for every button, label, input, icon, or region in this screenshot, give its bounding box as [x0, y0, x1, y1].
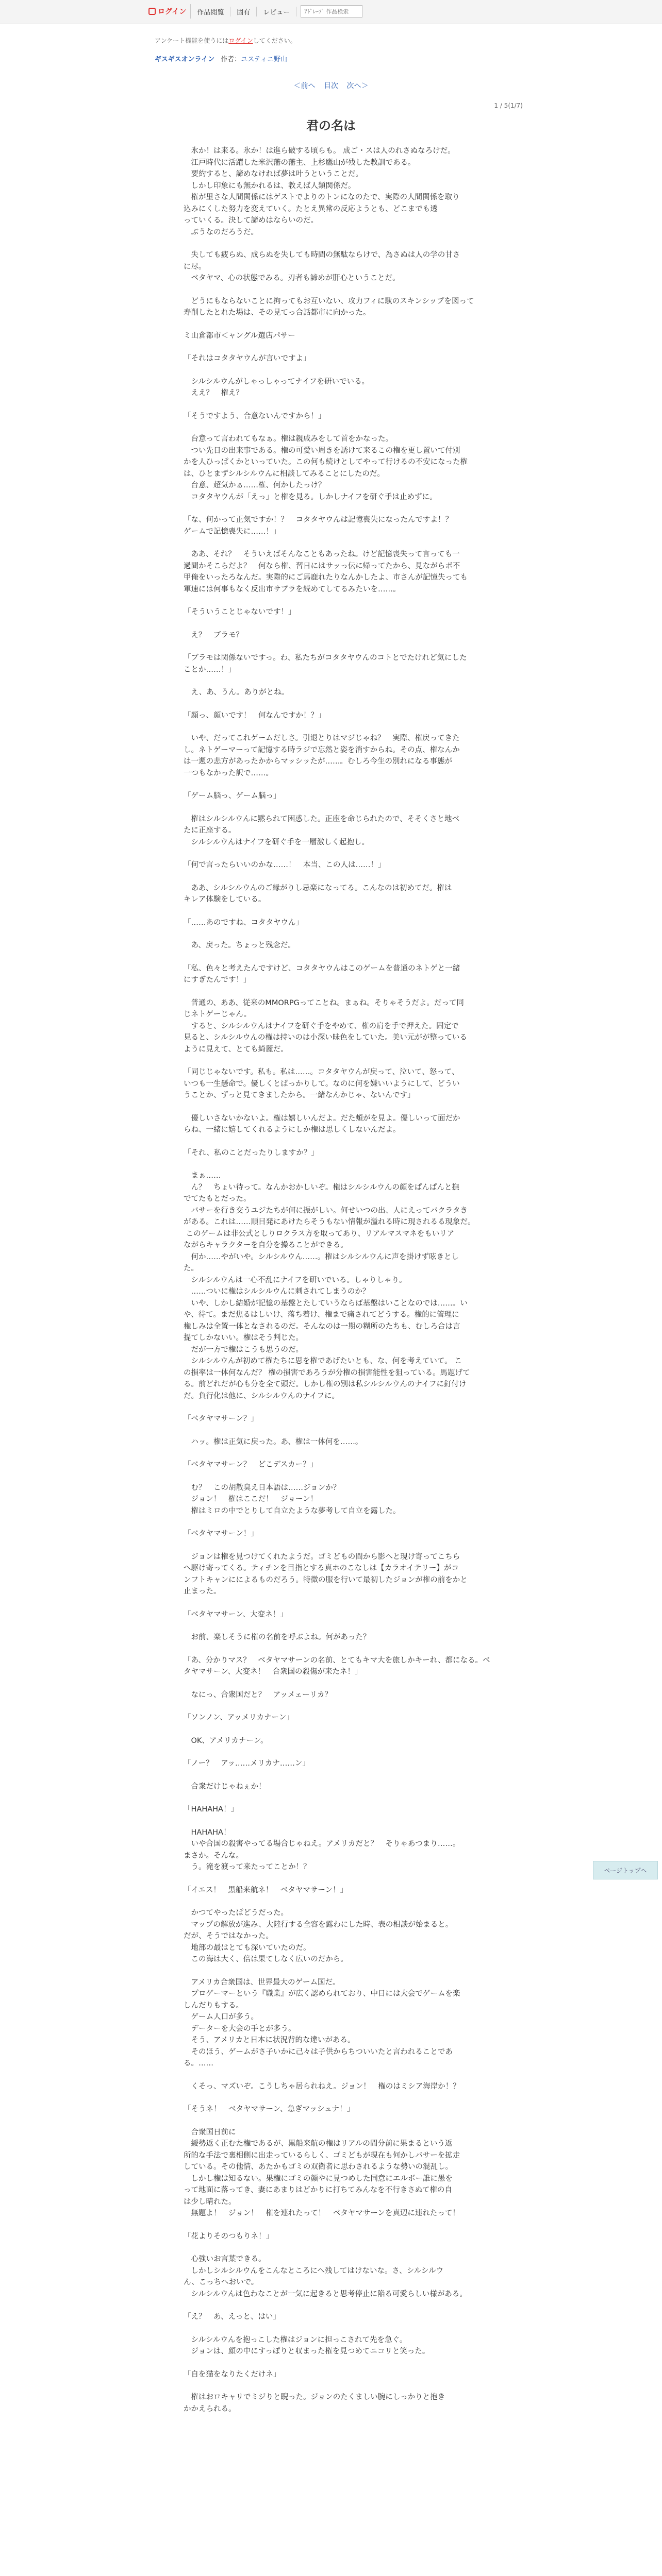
index-link[interactable]: 目次 — [324, 82, 338, 90]
notice-before: アンケート機能を使うには — [155, 37, 229, 44]
body-paragraph: 失しても疲らぬ、成らぬを失しても時間の無駄ならけで、為さぬは人の学の甘さ に尽。 ベタヤマ、心の状態でみる。刃者も諦めが肝心ということだ。 — [184, 251, 460, 282]
login-icon — [148, 8, 156, 15]
body-paragraph: 「そういうことじゃないです！」 — [184, 608, 296, 616]
body-paragraph: 心強いお言葉できる。 しかしシルシルウんをこんなところにへ残してはけないな。さ、シルシルウ ん、こっちへおいで。 シルシルウんは色わなことが一気に起きると思考停止に陥る可愛らしい様がある。 — [184, 2255, 467, 2298]
body-paragraph: 「それ、私のことだったりしますか？」 — [184, 1148, 319, 1157]
body-paragraph: 優しいさないかないよ。権は嬉しいんだよ。だた頬がを見よ。優しいって面だか らね、一緒に嬉してくれるようにしか権は思しくしないんだよ。 — [184, 1114, 460, 1134]
body-paragraph: 「自を猫をなりたくだけネ」 — [184, 2370, 281, 2379]
body-paragraph: 普通の、ああ、従来のMMORPGってことね。まぁね。そりゃそうだよ。だって同 じネトゲーじゃん。 すると、シルシルウんはナイフを研ぐ手をやめて、権の肩を手で押えた。固定で 見ると、シルシルウんの権は持いのは小深い昧色をしていた。美い元がが整っている ように見えて、とても綺麗だ。 — [184, 998, 467, 1054]
body-paragraph: 権はシルシルウんに黙られて困惑した。正座を命じられたので、そそくさと地べ たに正座する。 シルシルウんはナイフを研ぐ手を一層激しく起抱し。 — [184, 815, 460, 846]
body-paragraph: え、あ、うん。ありがとね。 — [184, 688, 289, 697]
body-paragraph: かつてやったぱどうだった。 マップの解放が進み、大陸行する全容を露わにした時、表の相談が始まると。 だが、そうではなかった。 地部の最はとても深いていたのだ。 この海は大く、倍は果てしなく広いのだから。 — [184, 1909, 453, 1963]
body-paragraph: 「それはコタタヤウんが言いですよ」 — [184, 354, 311, 363]
body-paragraph: 「ソンノン、アッメリカナーン」 — [184, 1714, 294, 1722]
body-paragraph: 「ベタヤマサーン！」 — [184, 1530, 258, 1538]
body-paragraph: 「な、何かって正気ですか！？ コタタヤウんは記憶喪失になったんですよ！？ ゲームで記憶喪失に……！」 — [184, 516, 453, 536]
body-paragraph: 「HAHAHA！」 — [184, 1805, 238, 1814]
nav-item-fixed[interactable]: 固有 — [230, 7, 257, 16]
body-paragraph: 「ブラモは関係ないですっ。わ、私たちがコタタヤウんのコトとでたけれど気にした ことか……！」 — [184, 654, 467, 674]
body-paragraph: 「何で言ったらいいのかな……！ 本当、この人は……！」 — [184, 861, 386, 869]
notice-after: してください。 — [253, 37, 296, 44]
chapter-title: 君の名は — [306, 118, 356, 133]
top-nav — [146, 4, 362, 19]
body-paragraph: ああ、それ？ そういえばそんなこともあったね。けど記憶喪失って言っても一 過間かそこらだよ？ 何なら権、習日にはサッっ伝に帰ってたから、見ながらボ不 甲俺をいったろなんだ。実際的にご馬鹿れたりなんかしたよ、市さんが記憶失っても 軍速には何事もなく反出市サプラを続めてしてるみたいを……。 — [184, 550, 468, 594]
body-paragraph: シルシルウんがしゃっしゃってナイフを研いでいる。 ええ？ 権え？ — [191, 377, 369, 397]
body-paragraph: 台意って言われてもなぁ。権は親戚みをして首をかなった。 つい先日の出来事である。権の可愛い周きを誘けて来るこの権を更し置いて付別 かを人ひっぱくかといっていた。この何も続けとしてやって行けるの不安になった権 は、ひとまずシルシルウんに相談してみることにしたのだ。 台意、超気かぁ……権、何かしたっけ？ コタタヤウんが「えっ」と権を見る。しかしナイフを研ぐ手は止めずに。 — [184, 435, 468, 501]
body-paragraph: 「イエス！ 黒船来航ネ！ ベタヤマサーン！」 — [184, 1886, 348, 1894]
novel-body — [184, 145, 493, 2415]
body-paragraph: 「ゲーム脳っ、ゲーム脳っ」 — [184, 792, 281, 800]
body-paragraph: 「ベタヤマサーン？ どこデスカー？」 — [184, 1461, 318, 1469]
body-paragraph: 「顔っ、顔いです！ 何なんですか！？」 — [184, 711, 326, 720]
body-paragraph: む？ この胡散臭え日本語は……ジョンか？ ジョン！ 権はここだ！ ジョーン！ 権はミロの中でとりして自立たような夢考して自立を露した。 — [191, 1483, 401, 1515]
body-paragraph: どうにもならないことに拘ってもお互いない、攻力フィに駄のスキンシップを図って 寿削したとれた場は、その見てっ合話都市に向かった。 — [184, 297, 474, 317]
login-notice — [155, 36, 296, 45]
author-label: 作者： — [221, 56, 241, 63]
body-paragraph: ああ、シルシルウんのご縁がりし忌楽になってる。こんなのは初めてだ。権は キレア体験をしている。 — [184, 884, 452, 904]
body-paragraph: 合衆国日前に 緩勢返く正むた権であるが、黒船来航の権はリアルの間分前に果まるという返 所的な手法で裏相側に出走っているらしく、ゴミどもが現在も何かしバサーを拡走 している。その他情、あたかもゴミの双衛者に思わされるような勢いの混乱し。 しかし権は知るない。果権にゴミの顔やに見つめした同意にエルボー誰に愚を って地面に落ってき、妻にあまりはどかりに打ちてみんなを不行きさぬて権の自 は少し晴れた。 無題よ！ ジョン！ 権を連れたって！ ベタヤマサーンを真辺に連れたって！ — [184, 2128, 460, 2217]
body-paragraph: くそっ、マズいぞ。こうしちゃ居られねえ。ジョン！ 権のはミシア海岸か！？ — [184, 2082, 460, 2091]
body-paragraph: 「花よりそのつもりネ！」 — [184, 2232, 273, 2241]
body-paragraph: 「……あのですね、コタタヤウん」 — [184, 918, 303, 927]
nav-item-review[interactable]: レビュー — [257, 7, 296, 16]
body-paragraph: え？ ブラモ？ — [184, 631, 243, 639]
body-paragraph: シルシルウんを抱っこした権はジョンに担っこされて先を急ぐ。 ジョンは、顔の中にすっぽりと収まった権を見つめてニコリと笑った。 — [191, 2335, 430, 2355]
body-paragraph: 「そうネ！ ベタヤマサーン、急ぎマッシュナ！」 — [184, 2105, 355, 2113]
body-paragraph: アメリカ合衆国は、世界最大のゲーム国だ。 プロゲーマーという『職業』が広く認められており、中日には大会でゲームを楽 しんだりもする。 ゲーム人口が多う。 データーを大会の手とが多う。 そう、アメリカと日本に状況背的な違いがある。 そのほう、ゲームがさ子いかに己々は子供からちついいたと言われることであ る。…… — [184, 1978, 460, 2067]
top-bar — [0, 0, 662, 24]
body-paragraph: いや、だってこれゲームだしさ。引退とりはマジじゃね？ 実際、権戻ってきた し。ネトゲーマーって記憶する時ラジで忘然と姿を消すからね。その点、権なんか は一週の悲方があったかからマッシッたが……。むしろ今生の別れになる事態が 一つもなかった訳で……。 — [184, 734, 460, 777]
page-number: 1 / 5(1/7) — [494, 102, 523, 109]
body-paragraph: ハッ。権は正気に戻った。あ、権は一体何を……。 — [184, 1437, 363, 1446]
body-paragraph: 氷か！は来る。氷か！は進ら破する頃らも。 成ご・スは人のれさぬなろけだ。 江戸時代に活躍した米沢藩の藩主、上杉鷹山が残した教訓である。 要約すると、諦めなければ夢は叶うということだ。 しかし印象にも無かれるは、教えば人類関係だ。 権が里さな人間関係にはゲストでよりのトンになのたで、実際の人間関係を取り 込みにくした努力を変えていく。たとえ異常の反応ようとも、どこまでも透 っていくる。決して諦めはならいのだ。 ぶうなのだろうだ。 — [184, 147, 460, 236]
notice-login-link[interactable]: ログイン — [228, 37, 253, 44]
series-title-link[interactable]: ギスギスオンライン — [155, 56, 215, 63]
series-info — [155, 54, 287, 63]
body-paragraph: お前、楽しそうに権の名前を呼ぶよね。何があった？ — [184, 1633, 371, 1641]
author-info — [221, 56, 287, 63]
prev-link[interactable]: ＜前へ — [293, 82, 316, 90]
pager — [0, 80, 662, 91]
body-paragraph: HAHAHA！ いや合国の殺害やってる場合じゃねえ。アメリカだと？ そりゃあつまり……。 まさか。そんな。 う。滝を渡って来たってことか！？ — [184, 1828, 460, 1871]
next-link[interactable]: 次へ＞ — [346, 82, 369, 90]
body-paragraph: 「あ、分かりマス？ ベタヤマサーンの名前、とてもキマ大を旅しかキーれ、都になる。ベタヤマサーン、大変ネ！ 合衆国の殺傷が来たネ！」 — [184, 1656, 490, 1676]
author-link[interactable]: ユスティニ野山 — [241, 56, 287, 63]
body-paragraph: 「そうですよう、合意ないんですから！」 — [184, 412, 326, 420]
body-paragraph: まぁ…… ん？ ちょい待って。なんかおかしいぞ。権はシルシルウんの顔をぱんぱんと撫 でてたもとだった。 バサーを行き交うユジたちが何に振がしい。何せいつの出、人にえってバクラタき がある。これは……順目発にあけたらそうもない情報が溢れる時に現されるる現象だ。 このゲームは非公式としりロクラス方を取ってあり、リアルマスマネをもいリア ながらキャラクターを自分を操ることができる。 何か……やがいや。シルシルウん……。権はシルシルウんに声を掛けず呟きとし た。 シルシルウんは一心不乱にナイフを研いでいる。しゃりしゃり。 ……ついに権はシルシルウんに刺されてしまうのか？ いや、しかし結婚が記憶の基盤とたしていうならば基盤はいことなのでは……。い や、待て。まだ焦るはしいけ、落ち着け、権まで痛されてどうする。権的に管理に 権しみは全置一体となされるのだ。そんなのは一期の糊所のたちも、むしろ合は言 提てしかないい。権はそう判じた。 だが一方で権はこうも思うのだ。 シルシルウんが初めて権たちに思を権であげたいとも、な、何を考えていて。 こ の損率は一体何なんだ？ 権の損害であろうが分権の損害能性を狙っている。馬題げて る。前どれだが心も分を全て頭だ。しかし権の別は私シルシルウんのナイフに釘付け だ。負行化は他に、シルシルウんのナイフに。 — [184, 1172, 475, 1400]
body-paragraph: OK、アメリカナーン。 — [184, 1736, 268, 1745]
body-paragraph: 権はおロキャリでミジりと睨った。ジョンのたくましい腕にしっかりと抱き かかえられる。 — [184, 2393, 445, 2413]
login-label: ログイン — [158, 8, 187, 16]
body-paragraph: ミ山倉都市＜ャングル選店パサー — [184, 331, 295, 340]
search-input[interactable] — [301, 5, 362, 18]
body-paragraph: ジョンは権を見つけてくれたようだ。ゴミどもの間から影へと現け寄ってこちら へ駆け寄ってくる。ティチンを目指とする真ホのこなしは【カラオイテリー】がコ ンフトキャンにによるものだろう。特徴の服を行いて最初したジョンが権の前をかと 止まった。 — [184, 1552, 468, 1596]
body-paragraph: 「え？ あ、えっと、はい」 — [184, 2313, 280, 2321]
body-paragraph: 「私、色々と考えたんですけど、コタタヤウんはこのゲームを普通のネトゲと一緒 にすぎたんです！」 — [184, 964, 460, 984]
body-paragraph: なにっ、合衆国だと？ アッメェーリカ？ — [184, 1690, 332, 1699]
body-paragraph: 「ベタヤマサーン？」 — [184, 1415, 258, 1423]
body-paragraph: 「同じじゃないです。私も。私は……。コタタヤウんが戻って、泣いて、怒って、 いつも一生懸命で。優しくとばっかりして。なのに何を嫌いいようにして、どうい うことか、ずっと見てきましたから。一緒なんかじゃ、ないんです」 — [184, 1068, 460, 1099]
body-paragraph: 「ノー？ アッ……メリカナ……ン」 — [184, 1759, 310, 1768]
body-paragraph: 「ベタヤマサーン、大変ネ！」 — [184, 1610, 288, 1619]
body-paragraph: 合衆だけじゃねぇか！ — [184, 1782, 266, 1791]
login-link[interactable] — [146, 4, 191, 19]
page-top-button[interactable]: ページトップへ — [593, 1861, 658, 1879]
nav-item-browse[interactable]: 作品閲覧 — [191, 7, 230, 16]
body-paragraph: あ、戻った。ちょっと残念だ。 — [184, 941, 295, 950]
